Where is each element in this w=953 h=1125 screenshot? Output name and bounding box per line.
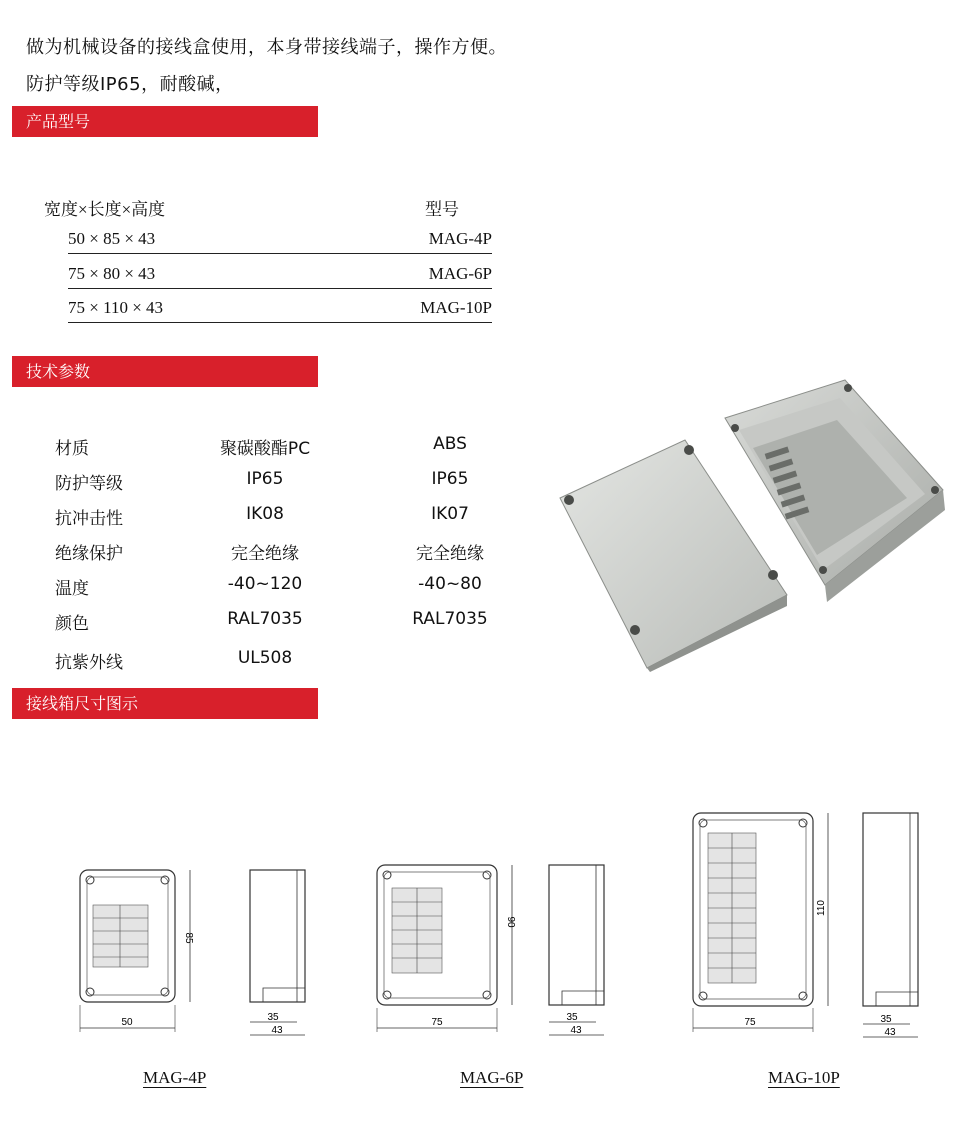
model-name: MAG-10P — [420, 298, 492, 317]
dim-side-b: 43 — [884, 1027, 896, 1038]
model-dims: 75 × 110 × 43 — [68, 298, 164, 317]
dim-side-b: 43 — [570, 1025, 582, 1036]
intro-line-1: 做为机械设备的接线盒使用，本身带接线端子，操作方便。 — [26, 37, 507, 58]
spec-value-1: IP65 — [246, 469, 284, 489]
dim-side-a: 35 — [267, 1012, 279, 1023]
drawing-caption: MAG-10P — [768, 1068, 840, 1087]
spec-value-1: IK08 — [246, 504, 284, 524]
model-name: MAG-4P — [428, 229, 492, 248]
model-row — [68, 298, 492, 323]
spec-label: 材质 — [55, 439, 89, 459]
dim-width: 50 — [121, 1017, 133, 1028]
lid — [560, 440, 787, 672]
dim-height: 110 — [816, 900, 827, 916]
drawing-mag-6p — [372, 850, 612, 1045]
model-name: MAG-6P — [428, 264, 492, 283]
section-banner-drawings: 接线箱尺寸图示 — [12, 688, 318, 719]
spec-label: 颜色 — [55, 614, 89, 634]
spec-value-2: RAL7035 — [412, 609, 488, 629]
drawing-mag-10p — [688, 808, 928, 1044]
spec-value-1: UL508 — [237, 648, 293, 668]
dim-height: 85 — [183, 932, 194, 944]
dim-width: 75 — [744, 1017, 756, 1028]
spec-value-2: 完全绝缘 — [416, 544, 484, 564]
spec-value-2: ABS — [433, 434, 467, 454]
spec-label: 温度 — [55, 579, 89, 599]
model-row — [68, 264, 492, 289]
dim-width: 75 — [431, 1017, 443, 1028]
spec-label: 绝缘保护 — [55, 544, 123, 564]
drawing-caption: MAG-6P — [460, 1068, 524, 1087]
spec-value-1: -40~120 — [227, 574, 303, 594]
spec-label: 防护等级 — [55, 474, 123, 494]
spec-value-2: IK07 — [431, 504, 469, 524]
dim-side-a: 35 — [566, 1012, 578, 1023]
spec-label: 抗紫外线 — [55, 653, 123, 673]
dim-side-b: 43 — [271, 1025, 283, 1036]
spec-value-2: -40~80 — [418, 574, 482, 594]
drawing-caption: MAG-4P — [143, 1068, 207, 1087]
spec-value-2: IP65 — [431, 469, 469, 489]
model-header-dims: 宽度×长度×高度 — [44, 200, 166, 219]
spec-label: 抗冲击性 — [55, 509, 123, 529]
model-dims: 75 × 80 × 43 — [68, 264, 156, 283]
section-banner-specs: 技术参数 — [12, 356, 318, 387]
dim-side-a: 35 — [880, 1014, 892, 1025]
model-dims: 50 × 85 × 43 — [68, 229, 156, 248]
spec-value-1: 完全绝缘 — [231, 544, 299, 564]
dim-height: 90 — [505, 916, 516, 928]
intro-line-2: 防护等级IP65，耐酸碱， — [26, 74, 234, 95]
model-row — [68, 229, 492, 254]
drawing-mag-4p — [75, 850, 315, 1045]
spec-value-1: RAL7035 — [227, 609, 303, 629]
section-banner-models: 产品型号 — [12, 106, 318, 137]
model-header-model: 型号 — [425, 200, 459, 219]
spec-value-1: 聚碳酸酯PC — [219, 439, 311, 459]
product-photo — [555, 370, 950, 675]
